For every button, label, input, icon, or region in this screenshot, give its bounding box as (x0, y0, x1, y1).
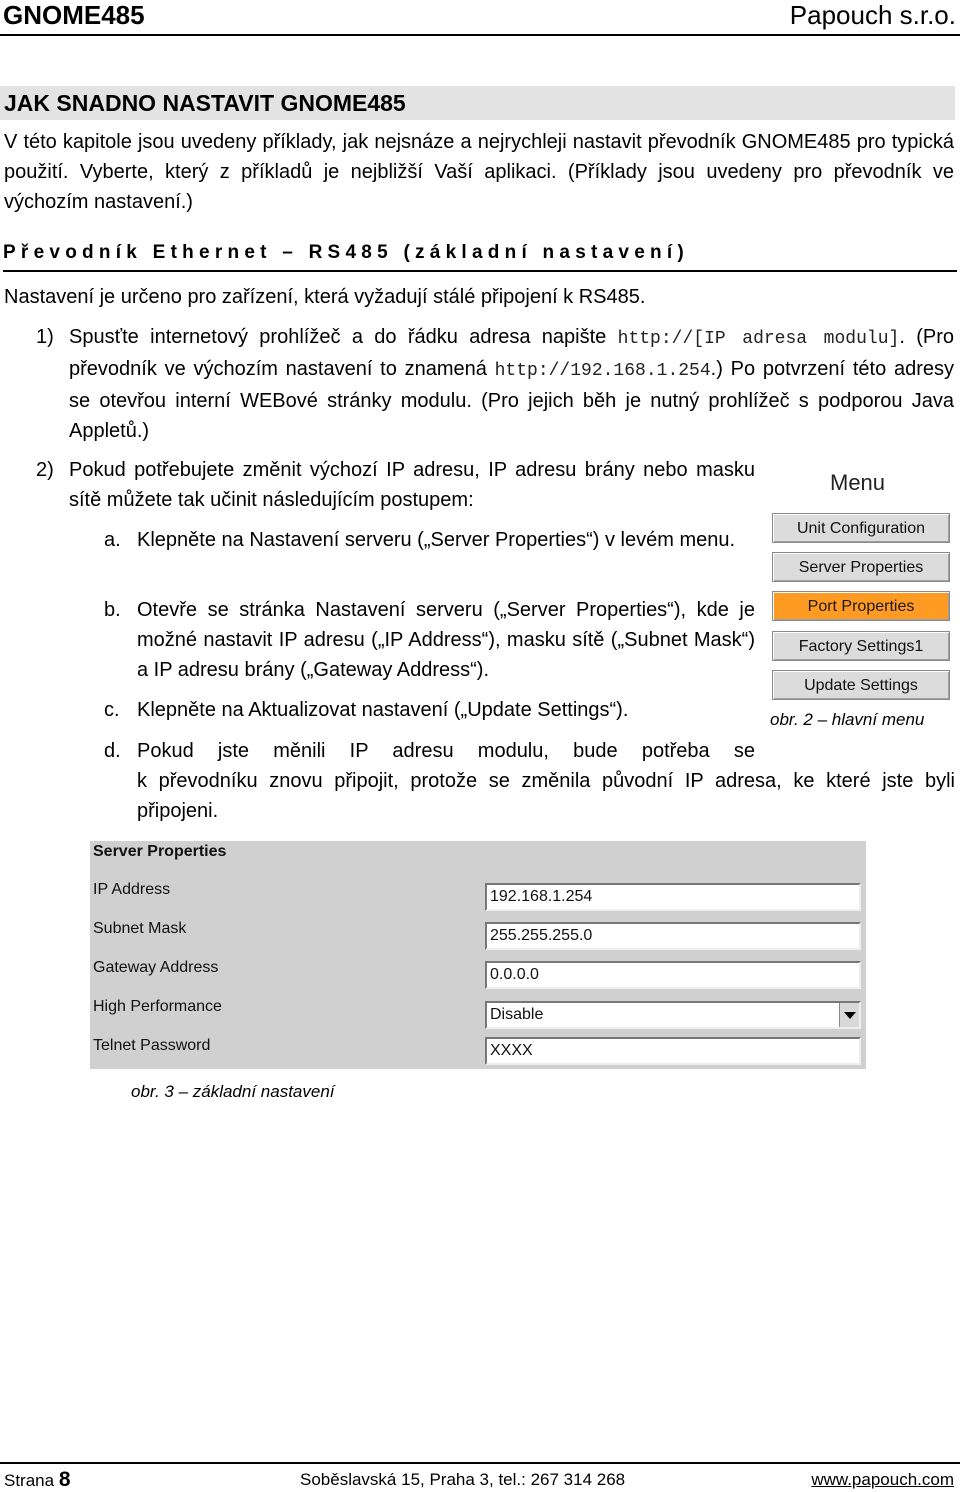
substep-d-text-line-1: Pokud jste měnili IP adresu modulu, bude potřeba se (137, 740, 755, 762)
menu-button-server-properties[interactable]: Server Properties (772, 552, 950, 582)
step-1-part-3: .) Po potvrzení této adresy se otevřou interní WEBové stránky modulu. (Pro jejich běh je nutný prohlížeč s podporou Java Appletů.) (69, 358, 954, 442)
high-performance-select[interactable] (485, 1001, 861, 1029)
gateway-address-label: Gateway Address (93, 959, 219, 976)
substep-b-text: Otevře se stránka Nastavení serveru („Server Properties“), kde je možné nastavit IP adresu („IP Address“), masku sítě („Subnet Mask“) a IP adresu brány („Gateway Address“). (137, 599, 755, 681)
gateway-address-field[interactable]: 0.0.0.0 (485, 961, 861, 989)
substep-a-letter: a. (104, 529, 121, 551)
high-performance-label: High Performance (93, 998, 222, 1015)
high-performance-value: Disable (490, 1006, 544, 1023)
header-company-name: Papouch s.r.o. (789, 0, 956, 30)
step-1-text (69, 322, 954, 446)
page-header (0, 0, 960, 36)
telnet-password-field[interactable]: XXXX (485, 1037, 861, 1065)
footer-page-label (4, 1468, 71, 1492)
menu-button-unit-configuration[interactable]: Unit Configuration (772, 513, 950, 543)
header-product-name: GNOME485 (3, 0, 145, 30)
ip-address-label: IP Address (93, 881, 171, 898)
step-1-part-2: . (Pro převodník ve výchozím nastavení to znamená (69, 326, 955, 380)
chevron-down-icon[interactable] (839, 1003, 859, 1027)
menu-figure-caption: obr. 2 – hlavní menu (770, 710, 925, 729)
footer-address: Soběslavská 15, Praha 3, tel.: 267 314 268 (300, 1470, 626, 1489)
footer-page-prefix: Strana (4, 1471, 59, 1490)
menu-button-update-settings[interactable]: Update Settings (772, 670, 950, 700)
menu-button-port-properties[interactable]: Port Properties (772, 591, 950, 621)
server-figure-caption: obr. 3 – základní nastavení (131, 1082, 335, 1101)
substep-b-letter: b. (104, 599, 121, 621)
telnet-password-label: Telnet Password (93, 1037, 211, 1054)
menu-title: Menu (830, 470, 886, 495)
section-intro: Nastavení je určeno pro zařízení, která vyžadují stálé připojení k RS485. (4, 286, 646, 308)
ip-address-field[interactable]: 192.168.1.254 (485, 883, 861, 911)
footer-website-link[interactable]: www.papouch.com (811, 1470, 954, 1489)
step-2-number: 2) (36, 459, 54, 481)
page-footer (0, 1462, 960, 1492)
step-2-text: Pokud potřebujete změnit výchozí IP adresu, IP adresu brány nebo masku sítě můžete tak učinit následujícím postupem: (69, 459, 755, 511)
server-properties-panel (90, 841, 866, 1069)
substep-d-letter: d. (104, 740, 121, 762)
footer-page-number: 8 (58, 1468, 71, 1491)
step-1-code-default-url: http://192.168.1.254 (494, 361, 711, 381)
section-heading: Převodník Ethernet – RS485 (základní nastavení) (3, 238, 957, 272)
menu-button-factory-settings[interactable]: Factory Settings1 (772, 631, 950, 661)
panel-title: Server Properties (93, 843, 227, 860)
step-1-part-1: Spusťte internetový prohlížeč a do řádku adresa napište (69, 326, 618, 348)
subnet-mask-label: Subnet Mask (93, 920, 187, 937)
step-1-code-url: http://[IP adresa modulu] (617, 329, 900, 349)
intro-paragraph: V této kapitole jsou uvedeny příklady, jak nejsnáze a nejrychleji nastavit převodník GNOME485 pro typická použití. Vyberte, který z příkladů je nejbližší Vaší aplikaci. (Příklady jsou uvedeny pro převodník ve výchozím nastavení.) (4, 131, 954, 213)
subnet-mask-field[interactable]: 255.255.255.0 (485, 922, 861, 950)
substep-c-letter: c. (104, 699, 120, 721)
substep-c-text: Klepněte na Aktualizovat nastavení („Update Settings“). (137, 699, 629, 721)
substep-d-text-rest: k převodníku znovu připojit, protože se změnila původní IP adresa, ke které jste byli připojeni. (137, 770, 955, 822)
substep-a-text: Klepněte na Nastavení serveru („Server Properties“) v levém menu. (137, 529, 736, 551)
step-1-number: 1) (36, 326, 54, 348)
chapter-title: JAK SNADNO NASTAVIT GNOME485 (0, 86, 955, 120)
